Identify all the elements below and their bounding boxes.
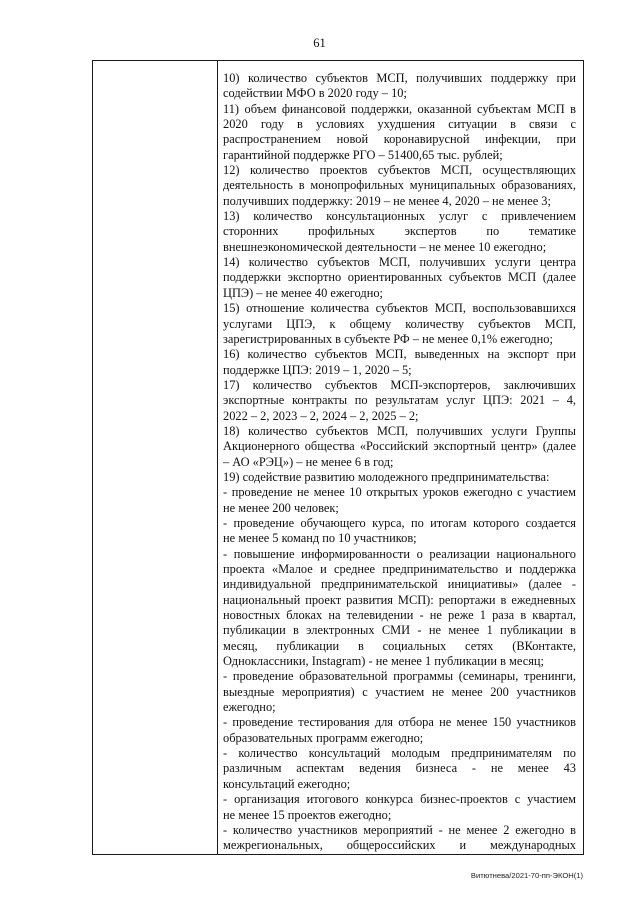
table-row xyxy=(93,61,584,855)
text-line: месяц, публикации в социальных сетях (ВКонтакте, xyxy=(223,638,576,653)
text-line: национальный проект развития МСП): репортажи в ежедневных xyxy=(223,592,576,607)
text-line: – АО «РЭЦ») – не менее 6 в год; xyxy=(223,454,394,469)
text-line: публикации в электронных СМИ - не менее 1 публикации в xyxy=(223,623,576,638)
text-line: 16) количество субъектов МСП, выведенных на экспорт при xyxy=(223,347,576,362)
table-cell-right xyxy=(218,61,584,855)
text-line: 2020 году в условиях ухудшения ситуации в связи с xyxy=(223,117,576,132)
text-line: проекта «Малое и среднее предпринимательство и поддержка xyxy=(223,562,576,576)
text-line: сторонних профильных экспертов по тематике xyxy=(223,224,576,239)
text-line: услугами ЦПЭ, к общему количеству субъектов МСП, xyxy=(223,316,576,331)
text-line: внешнеэкономической деятельности – не менее 10 ежегодно; xyxy=(223,239,547,254)
text-line: - количество участников мероприятий - не менее 2 ежегодно в xyxy=(223,822,576,837)
text-line: не менее 5 команд по 10 участников; xyxy=(223,531,417,546)
text-line: ежегодно; xyxy=(223,700,276,715)
text-line: распространением новой коронавирусной инфекции, при xyxy=(223,132,576,147)
text-line: выездные мероприятия) с участием не менее 200 участников xyxy=(223,684,576,699)
text-line: не менее 200 человек; xyxy=(223,500,339,515)
text-line: - количество консультаций молодым предпринимателям по xyxy=(223,746,576,761)
text-line: зарегистрированных в субъекте РФ – не менее 0,1% ежегодно; xyxy=(223,331,553,346)
table-cell-left xyxy=(93,61,218,855)
text-line: образовательных программ ежегодно; xyxy=(223,730,424,745)
text-line: получивших поддержку: 2019 – не менее 4, 2020 – не менее 3; xyxy=(223,193,551,208)
text-line: деятельность в монопрофильных муниципальных образованиях, xyxy=(223,178,576,193)
text-line: - проведение не менее 10 открытых уроков ежегодно с участием xyxy=(223,485,576,500)
text-line: 10) количество субъектов МСП, получивших поддержку при xyxy=(223,71,576,85)
document-table xyxy=(92,60,584,855)
text-line: индивидуальной предпринимательской инициативы» (далее - xyxy=(223,577,576,592)
text-line: межрегиональных, общероссийских и международных xyxy=(223,838,576,853)
text-line: содействии МФО в 2020 году – 10; xyxy=(223,86,407,101)
text-line: 15) отношение количества субъектов МСП, воспользовавшихся xyxy=(223,301,576,316)
text-line: 14) количество субъектов МСП, получивших услуги центра xyxy=(223,255,576,270)
text-line: 12) количество проектов субъектов МСП, осуществляющих xyxy=(223,163,576,178)
text-line: консультаций ежегодно; xyxy=(223,776,351,791)
text-line: ЦПЭ) – не менее 40 ежегодно; xyxy=(223,285,383,300)
document-footer: Витютнева/2021-70-пп-ЭКОН(1) xyxy=(470,871,583,880)
text-line: - повышение информированности о реализации национального xyxy=(223,546,576,561)
text-line: 13) количество консультационных услуг с привлечением xyxy=(223,209,576,224)
text-line: новостных блоках на телевидении - не реже 1 раза в квартал, xyxy=(223,608,576,623)
text-line: - проведение обучающего курса, по итогам которого создается xyxy=(223,515,576,530)
text-line: не менее 15 проектов ежегодно; xyxy=(223,807,392,822)
text-line: 18) количество субъектов МСП, получивших услуги Группы xyxy=(223,423,576,438)
text-line: - проведение образовательной программы (семинары, тренинги, xyxy=(223,669,576,684)
text-line: поддержки экспортно ориентированных субъектов МСП (далее xyxy=(223,270,576,285)
text-line: гарантийной поддержке РГО – 51400,65 тыс. рублей; xyxy=(223,147,503,162)
text-line: 11) объем финансовой поддержки, оказанной субъектам МСП в xyxy=(223,101,576,116)
text-line: Одноклассники, Instagram) - не менее 1 публикации в месяц; xyxy=(223,654,544,669)
text-line: Акционерного общества «Российский экспортный центр» (далее xyxy=(223,439,576,454)
text-line: 17) количество субъектов МСП-экспортеров, заключивших xyxy=(223,377,576,392)
text-line: 19) содействие развитию молодежного предпринимательства: xyxy=(223,469,550,484)
cell-text xyxy=(218,61,583,854)
page-number: 61 xyxy=(313,36,326,50)
text-line: экспортные контракты по результатам услуг ЦПЭ: 2021 – 4, xyxy=(223,393,576,408)
text-line: - проведение тестирования для отбора не менее 150 участников xyxy=(223,715,576,730)
text-line: 2022 – 2, 2023 – 2, 2024 – 2, 2025 – 2; xyxy=(223,408,419,423)
text-line: - организация итогового конкурса бизнес-проектов с участием xyxy=(223,792,576,807)
text-line: поддержке ЦПЭ: 2019 – 1, 2020 – 5; xyxy=(223,362,412,377)
text-line: различным аспектам ведения бизнеса - не менее 43 xyxy=(223,761,576,776)
